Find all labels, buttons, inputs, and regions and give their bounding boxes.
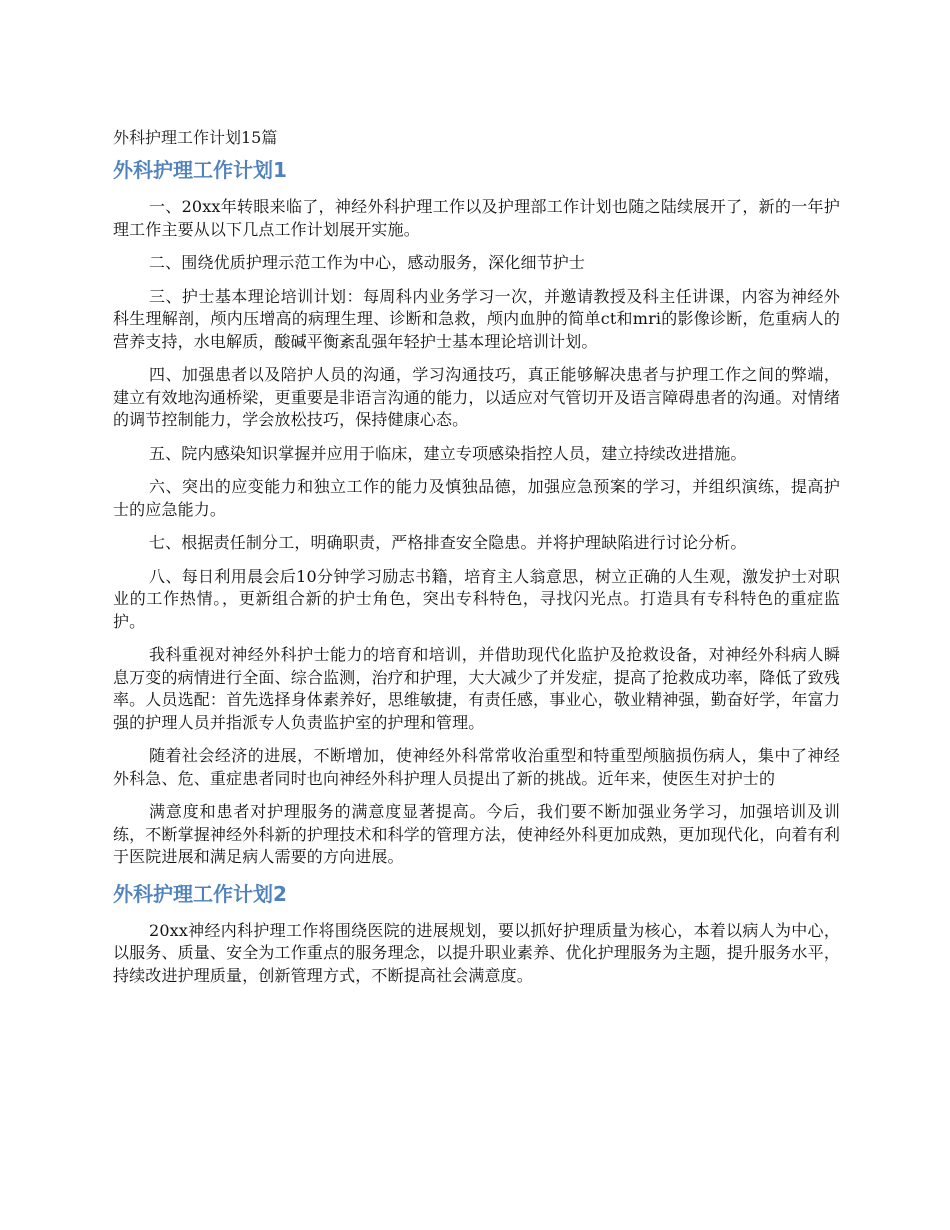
section-2: [113, 880, 840, 988]
section-heading: 外科护理工作计划1: [113, 158, 287, 182]
section-1: [113, 156, 840, 869]
paragraph: 随着社会经济的进展，不断增加，使神经外科常常收治重型和特重型颅脑损伤病人，集中了神经外科急、危、重症患者同时也向神经外科护理人员提出了新的挑战。近年来，使医生对护士的: [113, 746, 840, 788]
document-title: 外科护理工作计划15篇: [113, 128, 278, 147]
paragraph: 20xx神经内科护理工作将围绕医院的进展规划，要以抓好护理质量为核心，本着以病人为中心，以服务、质量、安全为工作重点的服务理念，以提升职业素养、优化护理服务为主题，提升服务水平，持续改进护理质量，创新管理方式，不断提高社会满意度。: [113, 920, 840, 985]
paragraph: 二、围绕优质护理示范工作为中心，感动服务，深化细节护士: [149, 253, 586, 272]
document-page: [113, 120, 840, 998]
paragraph: 我科重视对神经外科护士能力的培育和培训，并借助现代化监护及抢救设备，对神经外科病人瞬息万变的病情进行全面、综合监测，治疗和护理，大大减少了并发症，提高了抢救成功率，降低了致残率。人员选配：首先选择身体素养好，思维敏捷，有责任感，事业心，敬业精神强，勤奋好学，年富力强的护理人员并指派专人负责监护室的护理和管理。: [113, 645, 840, 732]
paragraph: 三、护士基本理论培训计划：每周科内业务学习一次，并邀请教授及科主任讲课，内容为神经外科生理解剖，颅内压增高的病理生理、诊断和急救，颅内血肿的简单ct和mri的影像诊断，危重病人的营养支持，水电解质，酸碱平衡紊乱强年轻护士基本理论培训计划。: [113, 286, 840, 351]
section-heading: 外科护理工作计划2: [113, 881, 287, 906]
paragraph: 六、突出的应变能力和独立工作的能力及慎独品德，加强应急预案的学习，并组织演练，提高护士的应急能力。: [113, 477, 840, 519]
paragraph: 八、每日利用晨会后10分钟学习励志书籍，培育主人翁意思，树立正确的人生观，激发护士对职业的工作热情。，更新组合新的护士角色，突出专科特色，寻找闪光点。打造具有专科特色的重症监护。: [113, 566, 840, 631]
paragraph: 满意度和患者对护理服务的满意度显著提高。今后，我们要不断加强业务学习，加强培训及训练，不断掌握神经外科新的护理技术和科学的管理方法，使神经外科更加成熟，更加现代化，向着有利于医院进展和满足病人需要的方向进展。: [113, 802, 840, 866]
paragraph: 七、根据责任制分工，明确职责，严格排查安全隐患。并将护理缺陷进行讨论分析。: [149, 533, 747, 552]
paragraph: 四、加强患者以及陪护人员的沟通，学习沟通技巧，真正能够解决患者与护理工作之间的弊端，建立有效地沟通桥梁，更重要是非语言沟通的能力，以适应对气管切开及语言障碍患者的沟通。对情绪的调节控制能力，学会放松技巧，保持健康心态。: [113, 365, 840, 429]
paragraph: 一、20xx年转眼来临了，神经外科护理工作以及护理部工作计划也随之陆续展开了，新的一年护理工作主要从以下几点工作计划展开实施。: [113, 197, 840, 239]
paragraph: 五、院内感染知识掌握并应用于临床，建立专项感染指控人员，建立持续改进措施。: [149, 443, 747, 463]
